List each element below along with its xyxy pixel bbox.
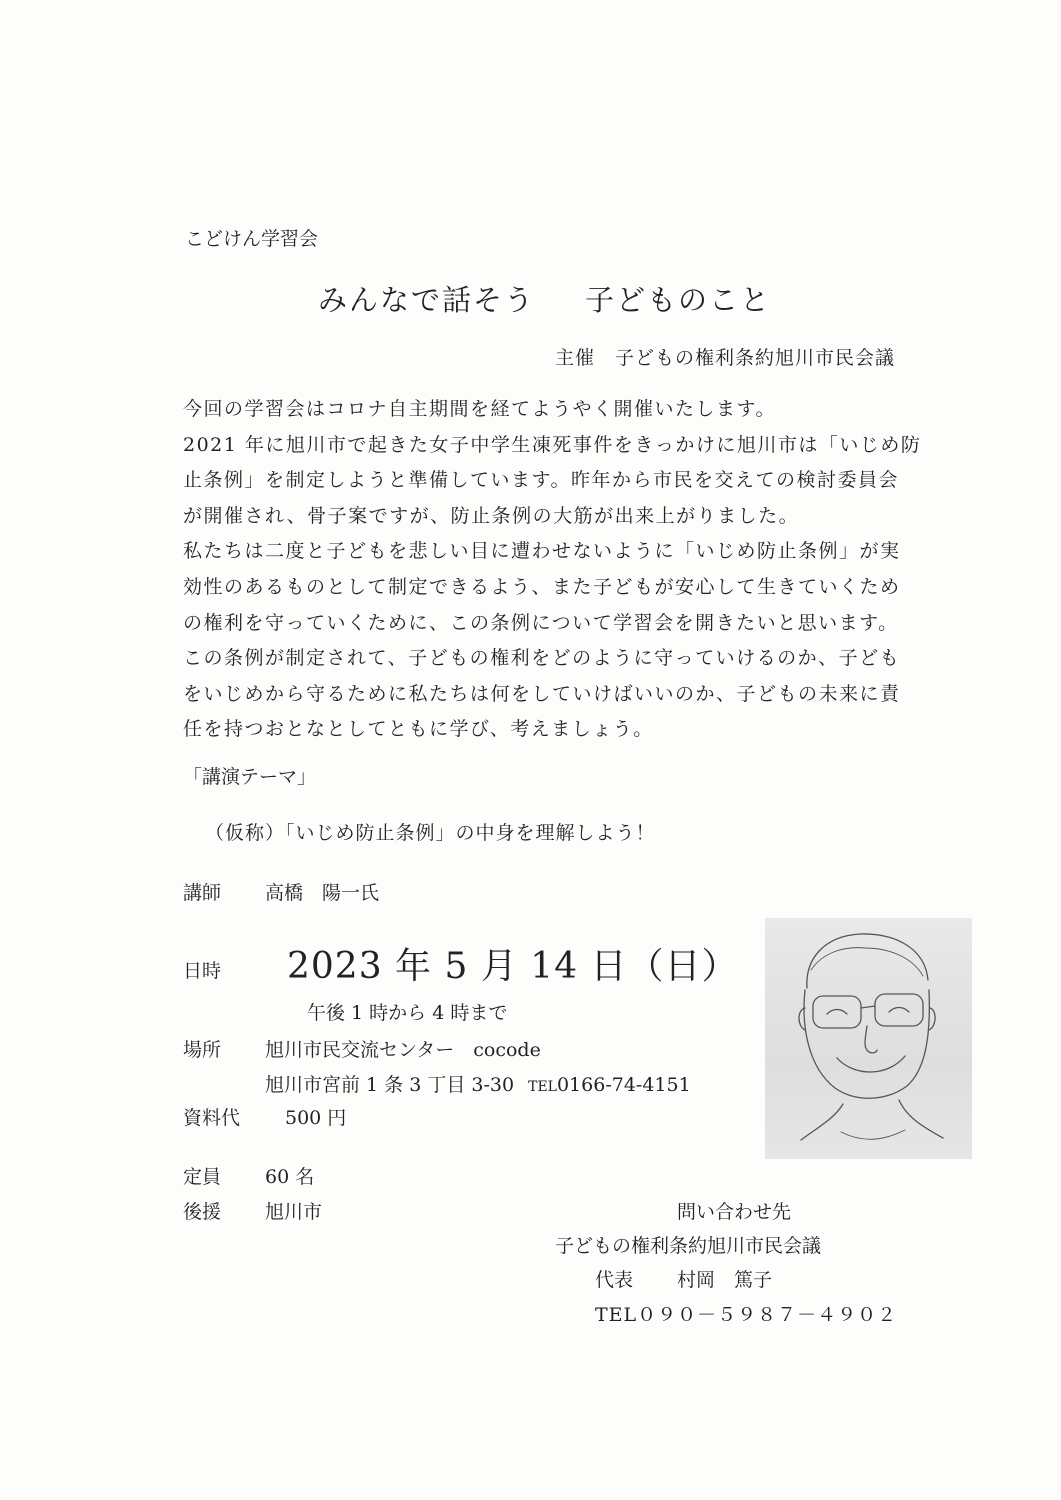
title-left: みんなで話そう	[318, 283, 536, 317]
body-line: の権利を守っていくために、この条例について学習会を開きたいと思います。	[183, 611, 899, 634]
body-paragraph	[183, 392, 923, 748]
portrait-drawing	[765, 918, 972, 1159]
event-time: 午後 1 時から 4 時まで	[307, 1002, 508, 1024]
event-date: 2023 年 5 月 14 日（日）	[287, 946, 739, 987]
contact-rep-name: 村岡 篤子	[677, 1269, 773, 1291]
organizer-label: 主催	[555, 347, 596, 369]
contact-tel: TEL０９０－５９８７－４９０２	[595, 1304, 898, 1326]
date-label: 日時	[183, 960, 222, 982]
fee-label: 資料代	[183, 1107, 241, 1129]
lecturer-label: 講師	[183, 882, 222, 904]
venue-address-line	[265, 1070, 691, 1097]
page-title	[318, 278, 771, 319]
contact-heading: 問い合わせ先	[677, 1201, 792, 1223]
body-line: この条例が制定されて、子どもの権利をどのように守っていけるのか、子ども	[183, 647, 901, 670]
capacity-label: 定員	[183, 1166, 222, 1188]
organizer-line	[555, 343, 895, 370]
lecture-heading: 「講演テーマ」	[183, 766, 317, 788]
venue-name: 旭川市民交流センター cocode	[265, 1039, 541, 1061]
event-series-label: こどけん学習会	[185, 228, 319, 250]
body-line: 止条例」を制定しようと準備しています。昨年から市民を交えての検討委員会	[183, 469, 899, 492]
body-line: が開催され、骨子案ですが、防止条例の大筋が出来上がりました。	[183, 504, 800, 527]
venue-tel: 0166-74-4151	[556, 1074, 691, 1096]
lecture-title: （仮称）「いじめ防止条例」の中身を理解しよう！	[205, 822, 656, 844]
venue-label: 場所	[183, 1039, 222, 1061]
venue-tel-label: TEL	[528, 1079, 557, 1095]
title-right: 子どものこと	[585, 283, 772, 317]
contact-rep-label: 代表	[595, 1269, 634, 1291]
body-line: 私たちは二度と子どもを悲しい目に遭わせないように「いじめ防止条例」が実	[183, 540, 901, 563]
body-line: 2021 年に旭川市で起きた女子中学生凍死事件をきっかけに旭川市は「いじめ防	[183, 433, 922, 456]
body-line: 効性のあるものとして制定できるよう、また子どもが安心して生きていくため	[183, 575, 901, 598]
capacity-value: 60 名	[265, 1166, 315, 1188]
venue-address: 旭川市宮前 1 条 3 丁目 3-30	[265, 1074, 515, 1096]
lecturer-name: 高橋 陽一氏	[265, 882, 380, 904]
support-value: 旭川市	[265, 1201, 323, 1223]
fee-value: 500 円	[285, 1107, 347, 1129]
body-line: をいじめから守るために私たちは何をしていけばいいのか、子どもの未来に責	[183, 682, 901, 705]
organizer-name: 子どもの権利条約旭川市民会議	[615, 347, 896, 369]
lecturer-portrait-sketch	[765, 918, 972, 1159]
body-line: 任を持つおとなとしてともに学び、考えましょう。	[183, 718, 654, 741]
body-line: 今回の学習会はコロナ自主期間を経てようやく開催いたします。	[183, 398, 776, 420]
support-label: 後援	[183, 1201, 222, 1223]
contact-org: 子どもの権利条約旭川市民会議	[555, 1235, 822, 1257]
